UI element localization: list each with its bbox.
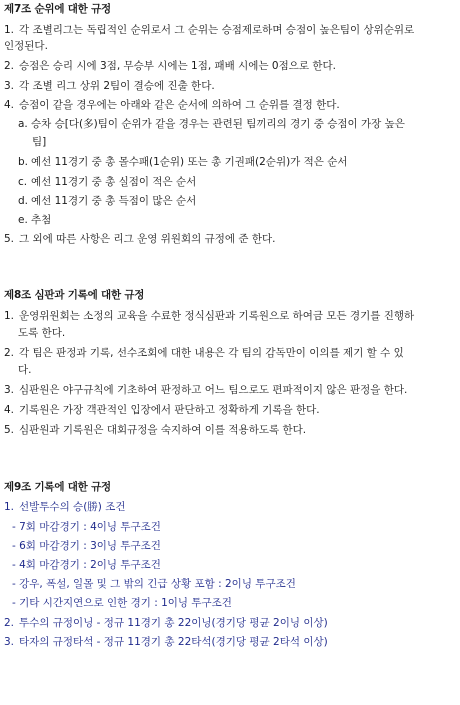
item-text: 심판원은 야구규칙에 기초하여 판정하고 어느 팀으로도 편파적이지 않은 판정을 한다.	[19, 384, 408, 396]
section-8-item-2	[4, 348, 456, 359]
section-8-item-1-cont: 도록 한다.	[18, 327, 66, 339]
item-text: 승점이 같을 경우에는 아래와 같은 순서에 의하여 그 순위를 결정 한다.	[19, 99, 340, 111]
section-9-dash-2: - 6회 마감경기 : 3이닝 투구조건	[12, 540, 161, 552]
section-8-item-5	[4, 425, 456, 436]
subitem-letter: e.	[18, 214, 28, 226]
section-9-dash-5: - 기타 시간지연으로 인한 경기 : 1이닝 투구조건	[12, 597, 232, 609]
item-text: 운영위원회는 소정의 교육을 수료한 정식심판과 기록원으로 하여금 모든 경기를 진행하	[19, 310, 415, 322]
subitem-text: 예선 11경기 중 총 몰수패(1순위) 또는 총 기권패(2순위)가 적은 순서	[31, 156, 348, 168]
section-8-item-3	[4, 385, 456, 396]
item-number: 5.	[4, 233, 15, 245]
section-9-item-3	[4, 637, 456, 648]
item-number: 3.	[4, 384, 15, 396]
item-number: 4.	[4, 404, 15, 416]
item-text: 각 조별 리그 상위 2팀이 결승에 진출 한다.	[19, 80, 215, 92]
section-7-item-2	[4, 61, 456, 72]
section-8-item-2-cont: 다.	[18, 364, 32, 376]
section-7-subitem-e	[18, 215, 454, 226]
item-text: 심판원과 기록원은 대회규정을 숙지하여 이를 적용하도록 한다.	[19, 424, 307, 436]
item-text: 기록원은 가장 객관적인 입장에서 판단하고 정확하게 기록을 한다.	[19, 404, 320, 416]
section-9-title: 제9조 기록에 대한 규정	[4, 481, 111, 493]
section-7-item-1	[4, 25, 456, 36]
item-number: 1.	[4, 501, 15, 513]
section-7-subitem-a-cont: 팀]	[32, 136, 47, 148]
section-7-subitem-d	[18, 196, 454, 207]
item-number: 3.	[4, 636, 15, 648]
item-text: 승점은 승리 시에 3점, 무승부 시에는 1점, 패배 시에는 0점으로 한다.	[19, 60, 337, 72]
subitem-letter: d.	[18, 195, 29, 207]
section-7-item-4	[4, 100, 456, 111]
section-7-subitem-a	[18, 119, 454, 130]
section-7-subitem-b	[18, 157, 454, 168]
section-8-item-4	[4, 405, 456, 416]
section-8-item-1	[4, 311, 456, 322]
item-text: 그 외에 따른 사항은 리그 운영 위원회의 규정에 준 한다.	[19, 233, 276, 245]
section-7-item-5	[4, 234, 456, 245]
item-text: 타자의 규정타석 - 정규 11경기 총 22타석(경기당 평균 2타석 이상)	[19, 636, 328, 648]
section-7-subitem-c	[18, 177, 454, 188]
section-7-title: 제7조 순위에 대한 규정	[4, 3, 111, 15]
item-text: 각 팀은 판정과 기록, 선수조회에 대한 내용은 각 팀의 감독만이 이의를 제기 할 수 있	[19, 347, 404, 359]
item-number: 1.	[4, 310, 15, 322]
item-number: 2.	[4, 347, 15, 359]
item-number: 5.	[4, 424, 15, 436]
item-number: 2.	[4, 60, 15, 72]
section-9-dash-1: - 7회 마감경기 : 4이닝 투구조건	[12, 521, 161, 533]
subitem-letter: a.	[18, 118, 28, 130]
item-number: 1.	[4, 24, 15, 36]
section-7-item-3	[4, 81, 456, 92]
item-number: 3.	[4, 80, 15, 92]
section-7-item-1-cont: 인정된다.	[4, 40, 48, 52]
section-8-title: 제8조 심판과 기록에 대한 규정	[4, 289, 145, 301]
subitem-text: 승차 승[다(多)팀이 순위가 같을 경우는 관련된 팀끼리의 경기 중 승점이 가장 높은	[31, 118, 405, 130]
subitem-letter: b.	[18, 156, 29, 168]
subitem-text: 예선 11경기 중 총 실점이 적은 순서	[31, 176, 197, 188]
item-number: 2.	[4, 617, 15, 629]
subitem-letter: c.	[18, 176, 28, 188]
section-9-dash-3: - 4회 마감경기 : 2이닝 투구조건	[12, 559, 161, 571]
item-text: 선발투수의 승(勝) 조건	[19, 501, 126, 513]
subitem-text: 예선 11경기 중 총 득점이 많은 순서	[31, 195, 197, 207]
item-text: 투수의 규정이닝 - 정규 11경기 총 22이닝(경기당 평균 2이닝 이상)	[19, 617, 328, 629]
section-9-item-2	[4, 618, 456, 629]
section-9-item-1	[4, 502, 456, 513]
item-text: 각 조별리그는 독립적인 순위로서 그 순위는 승점제로하며 승점이 높은팀이 상위순위로	[19, 24, 415, 36]
item-number: 4.	[4, 99, 15, 111]
section-9-dash-4: - 강우, 폭설, 일몰 및 그 밖의 긴급 상황 포함 : 2이닝 투구조건	[12, 578, 296, 590]
subitem-text: 추첨	[31, 214, 52, 226]
